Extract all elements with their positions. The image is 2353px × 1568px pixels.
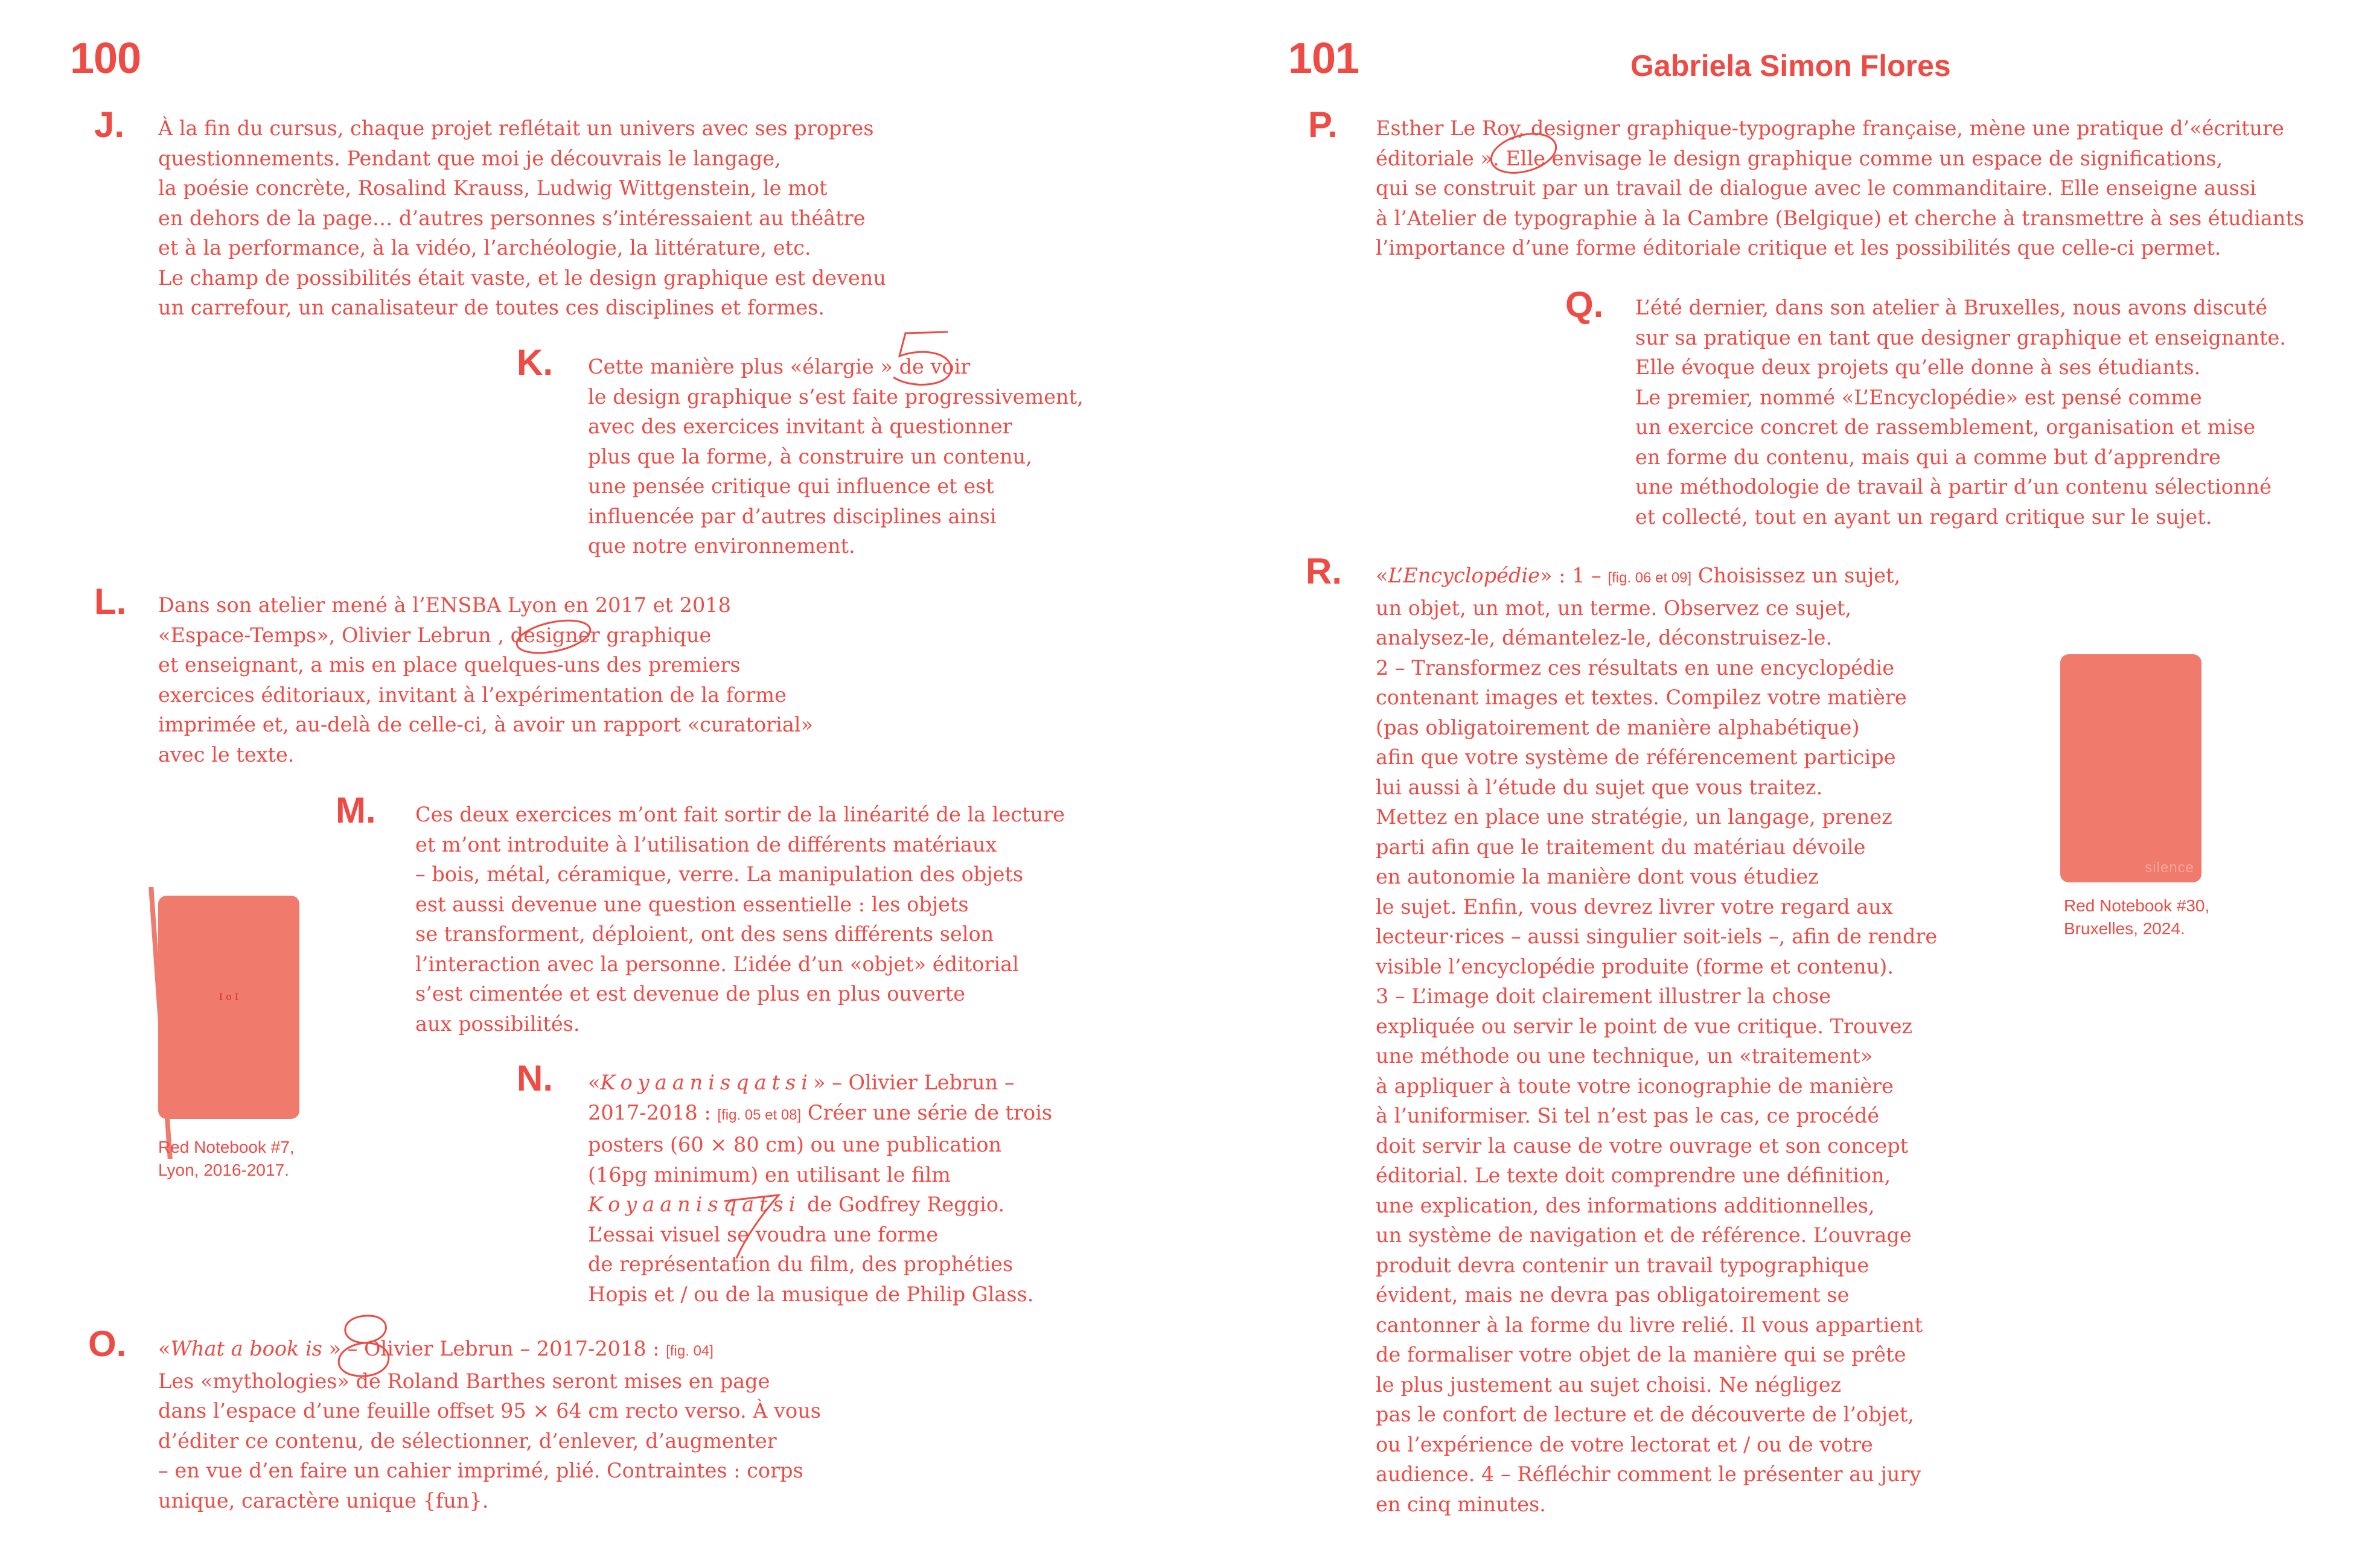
text-line: le plus justement au sujet choisi. Ne négligez <box>1376 1372 1842 1397</box>
text-line: questionnements. Pendant que moi je découvrais le langage, <box>158 146 781 170</box>
text-line <box>588 1068 1052 1098</box>
text-line: évident, mais ne devra pas obligatoirement se <box>1376 1283 1850 1307</box>
section-k-text <box>588 352 1084 561</box>
text-line <box>588 1098 1052 1130</box>
text-line: pas le confort de lecture et de découverte de l’objet, <box>1376 1403 1914 1426</box>
section-j-text <box>158 113 886 323</box>
text-line: une pensée critique qui influence et est <box>588 474 994 498</box>
text-line: cantonner à la forme du livre relié. Il vous appartient <box>1376 1313 1923 1337</box>
text-line: se transforment, déploient, ont des sens différents selon <box>415 922 994 946</box>
caption-line: Red Notebook #30, <box>2064 896 2210 915</box>
section-label-l: L. <box>94 581 127 622</box>
work-title: L’Encyclopédie <box>1388 564 1540 587</box>
text-line: et enseignant, a mis en place quelques-uns des premiers <box>158 653 741 677</box>
text-line: de représentation du film, des prophéties <box>588 1252 1014 1276</box>
text-line: de formaliser votre objet de la manière qui se prête <box>1376 1343 1906 1366</box>
text-line: produit devra contenir un travail typographique <box>1376 1253 1869 1277</box>
section-o-text <box>158 1334 821 1515</box>
left-page <box>0 0 1176 1568</box>
text-line <box>1376 561 1937 593</box>
film-title: Koyaanisqatsi <box>588 1193 801 1216</box>
text-line: une méthode ou une technique, un «traitement» <box>1376 1044 1873 1068</box>
section-n-text <box>588 1068 1052 1309</box>
text-fragment: » : 1 – <box>1539 564 1608 587</box>
text-line: éditorial. Le texte doit comprendre une définition, <box>1376 1164 1891 1187</box>
text-line: le design graphique s’est faite progressivement, <box>588 384 1084 409</box>
text-fragment: Choisissez un sujet, <box>1691 564 1901 587</box>
text-line: avec des exercices invitant à questionner <box>588 415 1012 438</box>
notebook-cover-text: I o I <box>219 991 239 1002</box>
red-notebook-7-image <box>158 896 299 1119</box>
text-line: à appliquer à toute votre iconographie de manière <box>1376 1074 1894 1098</box>
text-line: analysez-le, démantelez-le, déconstruisez-le. <box>1376 626 1833 649</box>
author-name: Gabriela Simon Flores <box>1630 49 1951 83</box>
caption-line: Red Notebook #7, <box>158 1138 295 1156</box>
section-label-j: J. <box>94 104 125 145</box>
text-line: Le champ de possibilités était vaste, et le design graphique est devenu <box>158 266 886 290</box>
figure-reference: [fig. 04] <box>666 1343 714 1359</box>
text-fragment: » – Olivier Lebrun – <box>813 1071 1015 1094</box>
section-label-p: P. <box>1308 104 1338 145</box>
text-line: Le premier, nommé «L’Encyclopédie» est pensé comme <box>1635 385 2202 409</box>
text-line: un carrefour, un canalisateur de toutes ces disciplines et formes. <box>158 296 825 319</box>
quote-mark: « <box>158 1337 171 1360</box>
text-fragment: Créer une série de trois <box>801 1100 1053 1124</box>
text-line: le sujet. Enfin, vous devrez livrer votre regard aux <box>1376 894 1893 919</box>
text-line: sur sa pratique en tant que designer graphique et enseignante. <box>1635 325 2286 349</box>
text-line: un objet, un mot, un terme. Observez ce sujet, <box>1376 596 1852 620</box>
section-label-m: M. <box>336 790 376 830</box>
text-line <box>158 1334 821 1366</box>
text-line: en forme du contenu, mais qui a comme but d’apprendre <box>1635 445 2221 469</box>
text-line: imprimée et, au-delà de celle-ci, à avoir un rapport «curatorial» <box>158 713 814 736</box>
text-line: et à la performance, à la vidéo, l’archéologie, la littérature, etc. <box>158 236 811 260</box>
page-number: 101 <box>1288 34 1359 83</box>
text-line: un système de navigation et de référence. L’ouvrage <box>1376 1223 1912 1247</box>
text-line: d’éditer ce contenu, de sélectionner, d’enlever, d’augmenter <box>158 1429 777 1453</box>
text-line: lui aussi à l’étude du sujet que vous traitez. <box>1376 775 1823 799</box>
text-line: contenant images et textes. Compilez votre matière <box>1376 686 1907 709</box>
text-line: dans l’espace d’une feuille offset 95 × 64 cm recto verso. À vous <box>158 1399 821 1423</box>
text-line: Hopis et / ou de la musique de Philip Glass. <box>588 1282 1034 1306</box>
text-line: en cinq minutes. <box>1376 1492 1546 1516</box>
text-fragment: » – Olivier Lebrun – 2017-2018 : <box>322 1337 666 1360</box>
text-line: et m’ont introduite à l’utilisation de différents matériaux <box>415 832 997 856</box>
text-line: est aussi devenue une question essentielle : les objets <box>415 892 969 916</box>
section-label-n: N. <box>517 1058 553 1098</box>
text-line: 3 – L’image doit clairement illustrer la chose <box>1376 984 1831 1008</box>
text-line: Les «mythologies» de Roland Barthes seront mises en page <box>158 1369 770 1393</box>
notebook-7-caption <box>158 1136 295 1182</box>
quote-mark: « <box>1376 564 1388 587</box>
text-line: qui se construit par un travail de dialogue avec le commanditaire. Elle enseigne aussi <box>1376 176 2256 200</box>
text-line: la poésie concrète, Rosalind Krauss, Ludwig Wittgenstein, le mot <box>158 176 828 200</box>
quote-mark: « <box>588 1071 601 1094</box>
section-p-text <box>1376 113 2304 263</box>
text-line: (16pg minimum) en utilisant le film <box>588 1162 951 1187</box>
text-line: parti afin que le traitement du matériau dévoile <box>1376 835 1866 859</box>
text-line: ou l’expérience de votre lectorat et / ou de votre <box>1376 1432 1873 1456</box>
text-line: en autonomie la manière dont vous étudiez <box>1376 865 1819 888</box>
text-line: en dehors de la page… d’autres personnes s’intéressaient au théâtre <box>158 206 866 230</box>
text-line: 2 – Transformez ces résultats en une encyclopédie <box>1376 655 1895 680</box>
text-line: Esther Le Roy, designer graphique-typographe française, mène une pratique d’«écriture <box>1376 116 2284 140</box>
text-line: audience. 4 – Réfléchir comment le présenter au jury <box>1376 1462 1921 1486</box>
caption-line: Bruxelles, 2024. <box>2064 919 2185 938</box>
text-line: un exercice concret de rassemblement, organisation et mise <box>1635 415 2256 439</box>
text-line: Cette manière plus «élargie » de voir <box>588 355 971 378</box>
notebook-30-caption <box>2064 894 2209 940</box>
text-line: posters (60 × 80 cm) ou une publication <box>588 1133 1002 1156</box>
notebook-cover-text: silence <box>2145 859 2194 876</box>
text-line: lecteur·rices – aussi singulier soit-iels –, afin de rendre <box>1376 925 1938 948</box>
text-line: – en vue d’en faire un cahier imprimé, plié. Contraintes : corps <box>158 1459 803 1482</box>
text-line: (pas obligatoirement de manière alphabétique) <box>1376 715 1860 739</box>
text-line: Ces deux exercices m’ont fait sortir de la linéarité de la lecture <box>415 803 1065 826</box>
text-line: À la fin du cursus, chaque projet reflétait un univers avec ses propres <box>158 116 874 140</box>
text-line: Mettez en place une stratégie, un langage, prenez <box>1376 805 1892 829</box>
section-label-o: O. <box>88 1324 127 1364</box>
text-fragment: 2017-2018 : <box>588 1100 718 1124</box>
work-title: What a book is <box>170 1337 322 1360</box>
text-line: afin que votre système de référencement participe <box>1376 745 1896 769</box>
section-m-text <box>415 800 1065 1039</box>
text-line: aux possibilités. <box>415 1012 580 1036</box>
page-number: 100 <box>70 34 141 83</box>
right-page <box>1176 0 2353 1568</box>
caption-line: Lyon, 2016-2017. <box>158 1161 289 1179</box>
text-line: doit servir la cause de votre ouvrage et son concept <box>1376 1133 1909 1158</box>
section-l-text <box>158 590 813 770</box>
section-q-text <box>1635 293 2286 532</box>
text-fragment: de Godfrey Reggio. <box>800 1193 1005 1216</box>
text-line: avec le texte. <box>158 742 295 766</box>
red-notebook-30-image <box>2060 654 2201 882</box>
text-line: à l’uniformiser. Si tel n’est pas le cas, ce procédé <box>1376 1104 1880 1127</box>
text-line: influencée par d’autres disciplines ainsi <box>588 504 997 528</box>
text-line: à l’Atelier de typographie à la Cambre (Belgique) et cherche à transmettre à ses étudiants <box>1376 206 2305 230</box>
text-line: éditoriale ». Elle envisage le design graphique comme un espace de significations, <box>1376 146 2223 170</box>
text-line: L’essai visuel se voudra une forme <box>588 1222 939 1246</box>
text-line: et collecté, tout en ayant un regard critique sur le sujet. <box>1635 505 2212 529</box>
text-line: une explication, des informations additionnelles, <box>1376 1193 1875 1217</box>
text-line: que notre environnement. <box>588 534 855 558</box>
section-label-r: R. <box>1306 551 1342 591</box>
text-line <box>588 1190 1052 1220</box>
section-label-k: K. <box>517 342 553 383</box>
text-line: Dans son atelier mené à l’ENSBA Lyon en 2017 et 2018 <box>158 593 731 617</box>
text-line: exercices éditoriaux, invitant à l’expérimentation de la forme <box>158 683 787 707</box>
figure-reference: [fig. 06 et 09] <box>1608 570 1692 586</box>
text-line: «Espace-Temps», Olivier Lebrun , designer graphique <box>158 623 712 647</box>
section-label-q: Q. <box>1565 284 1604 325</box>
section-r-text <box>1376 561 1937 1519</box>
text-line: unique, caractère unique {fun}. <box>158 1488 489 1512</box>
text-line: expliquée ou servir le point de vue critique. Trouvez <box>1376 1014 1913 1038</box>
text-line: s’est cimentée et est devenue de plus en plus ouverte <box>415 982 965 1005</box>
text-line: l’importance d’une forme éditoriale critique et les possibilités que celle-ci permet. <box>1376 236 2221 260</box>
text-line: l’interaction avec la personne. L’idée d’un «objet» éditorial <box>415 952 1019 976</box>
text-line: L’été dernier, dans son atelier à Bruxelles, nous avons discuté <box>1635 296 2268 319</box>
text-line: visible l’encyclopédie produite (forme et contenu). <box>1376 954 1894 978</box>
work-title: Koyaanisqatsi <box>600 1071 813 1094</box>
text-line: Elle évoque deux projets qu’elle donne à ses étudiants. <box>1635 355 2201 379</box>
text-line: une méthodologie de travail à partir d’un contenu sélectionné <box>1635 475 2272 499</box>
figure-reference: [fig. 05 et 08] <box>717 1106 802 1123</box>
text-line: – bois, métal, céramique, verre. La manipulation des objets <box>415 862 1024 886</box>
text-line: plus que la forme, à construire un contenu, <box>588 444 1032 468</box>
